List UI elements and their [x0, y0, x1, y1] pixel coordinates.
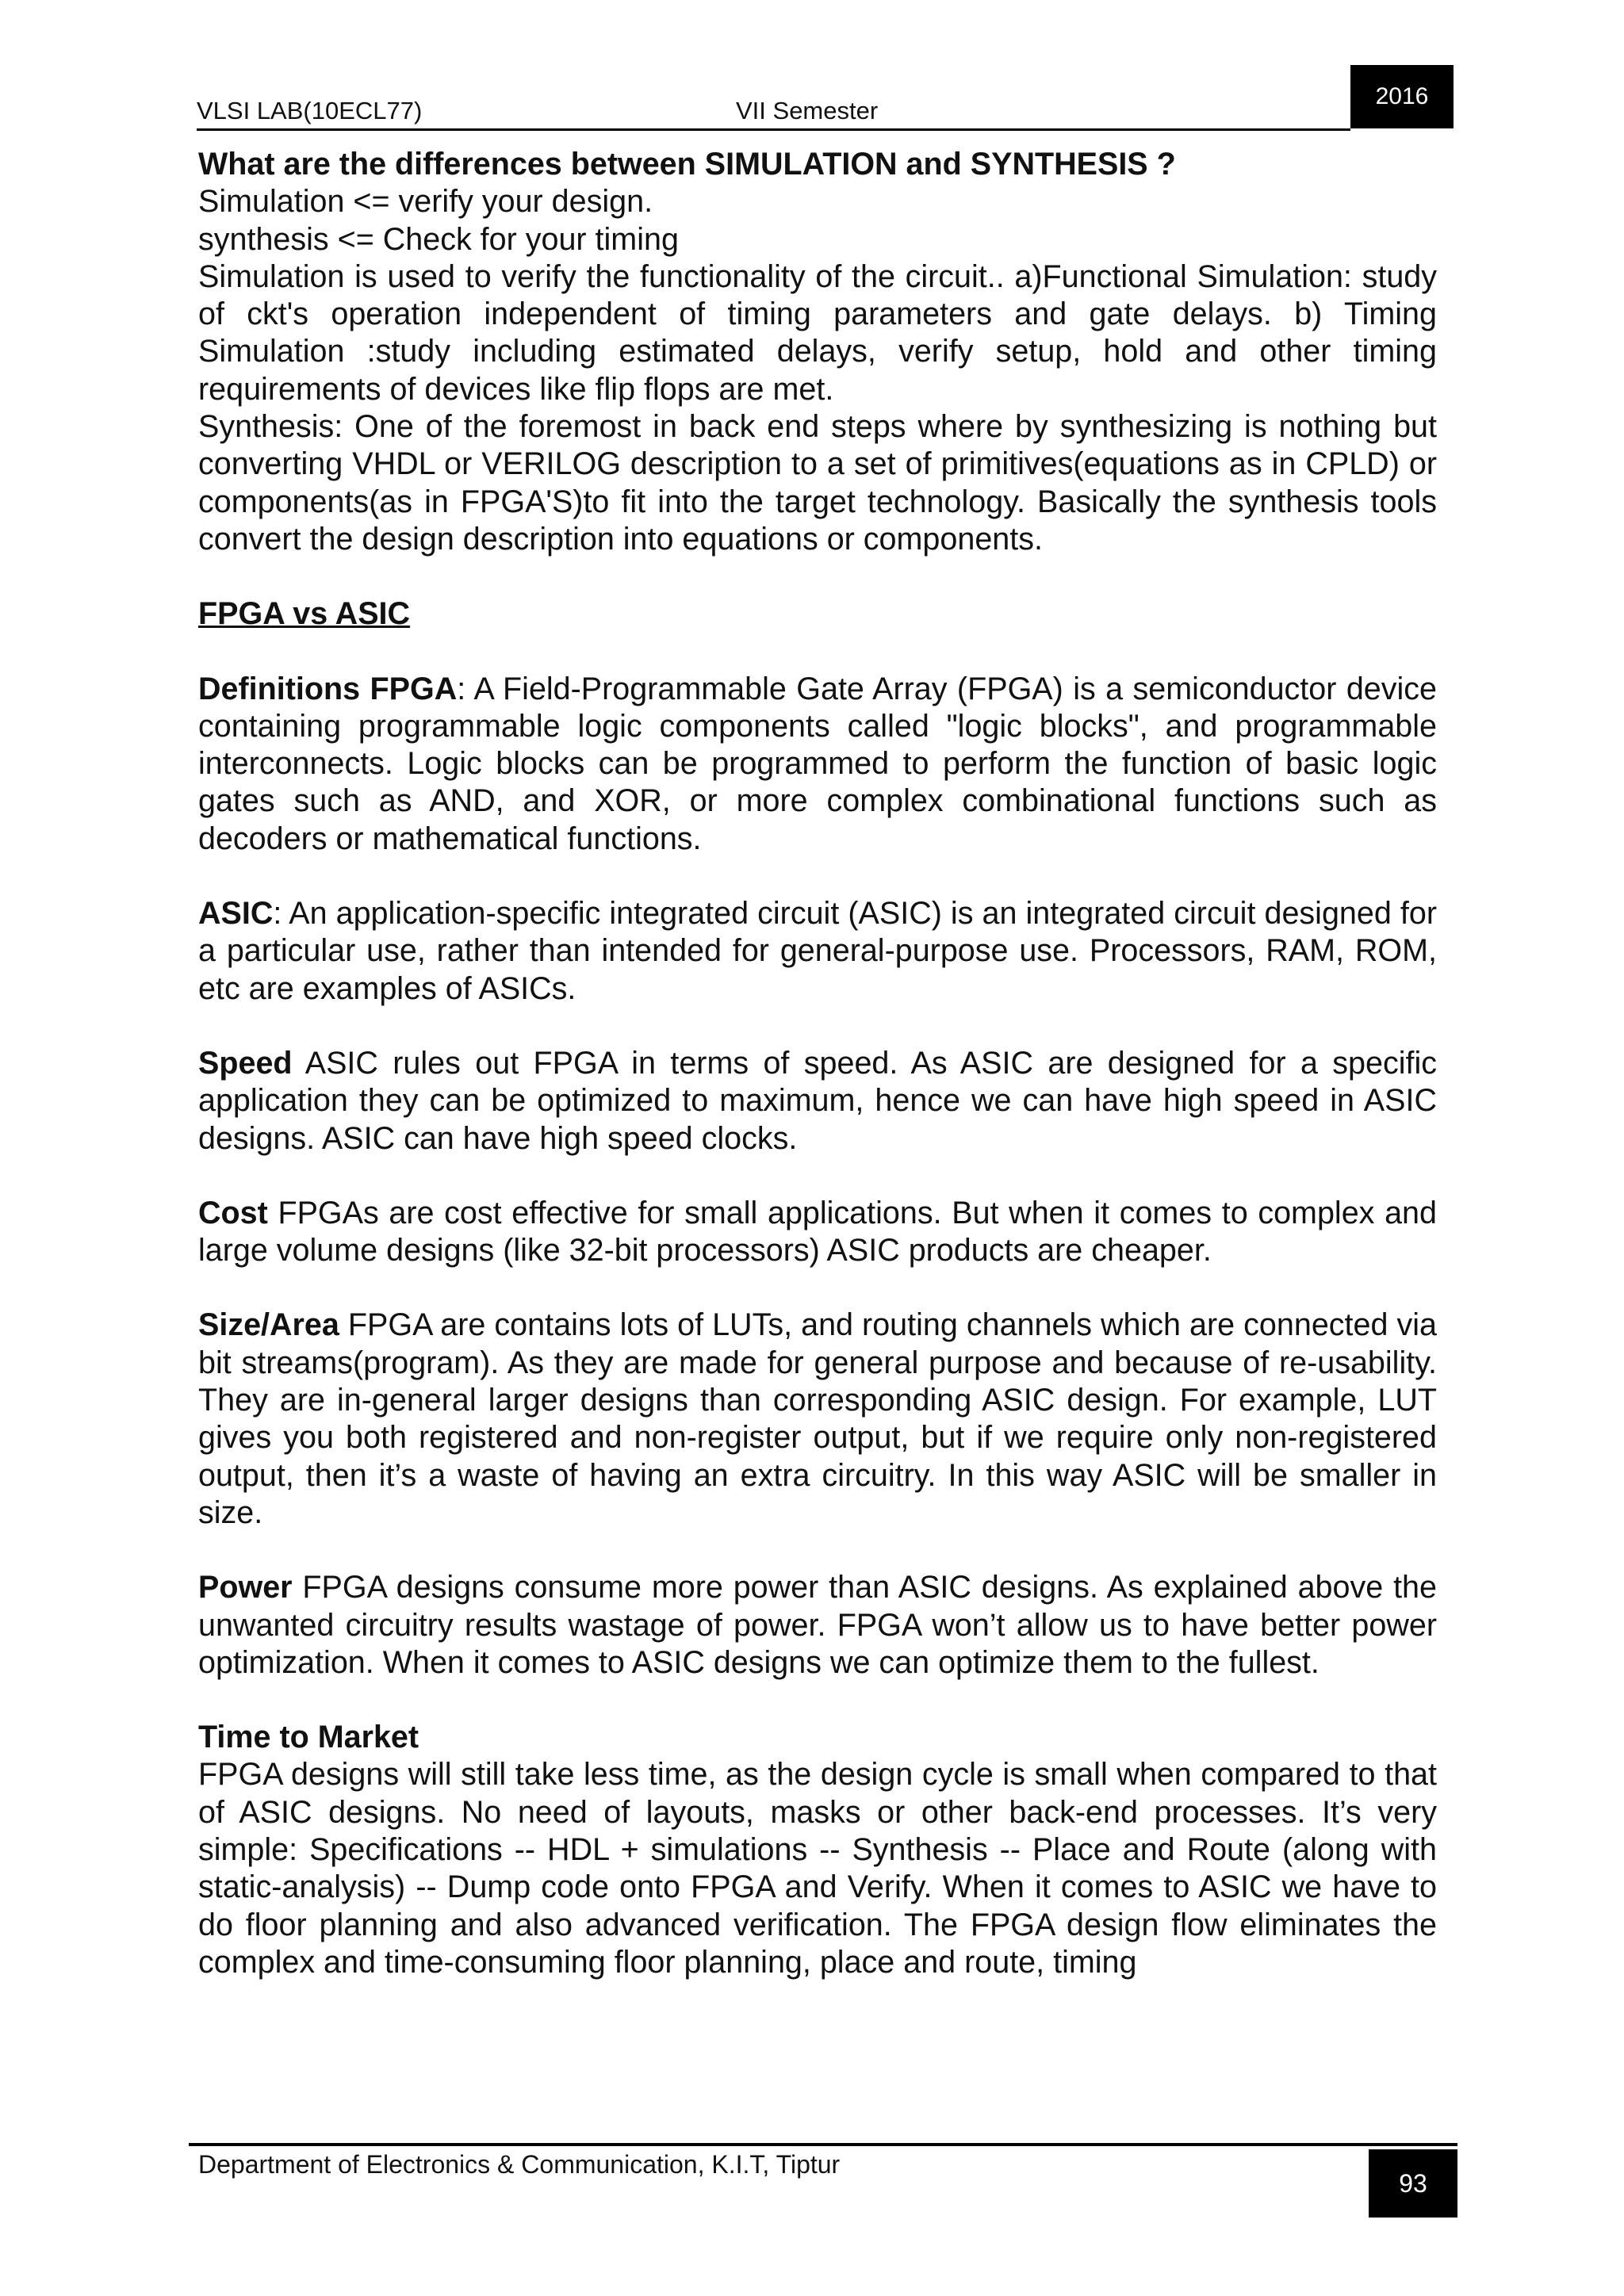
- cost-label: Cost: [198, 1195, 268, 1230]
- synthesis-paragraph: Synthesis: One of the foremost in back end steps where by synthesizing is nothing but converting VHDL or VERILOG description to a set of primitives(equations as in CPLD) or components(as in FPGA'S)to fit into the target technology. Basically the synthesis tools convert the design description into equations or components.: [198, 409, 1437, 557]
- question-heading: What are the differences between SIMULATION and SYNTHESIS ?: [198, 147, 1176, 182]
- definitions-text: : A Field-Programmable Gate Array (FPGA) is a semiconductor device containing programmable logic components called "logic blocks", and programmable interconnects. Logic blocks can be programmed to perform the function of basic logic gates such as AND, and XOR, or more complex combinational functions such as decoders or mathematical functions.: [198, 671, 1438, 856]
- definitions-label: Definitions FPGA: [198, 671, 458, 706]
- department-footer: Department of Electronics & Communication, K.I.T, Tiptur: [198, 2150, 841, 2179]
- time-to-market-heading: Time to Market: [198, 1720, 419, 1755]
- page-body: [198, 146, 1437, 1981]
- synthesis-line: synthesis <= Check for your timing: [198, 221, 679, 257]
- simulation-line: Simulation <= verify your design.: [198, 184, 653, 220]
- speed-paragraph: [198, 1045, 1437, 1158]
- page-number: 93: [1369, 2149, 1457, 2218]
- semester-label: VII Semester: [736, 97, 879, 124]
- speed-label: Speed: [198, 1045, 293, 1081]
- definitions-paragraph: [198, 671, 1437, 858]
- size-area-paragraph: [198, 1307, 1437, 1532]
- course-code: VLSI LAB(10ECL77): [197, 97, 423, 124]
- footer-divider: [189, 2143, 1457, 2146]
- asic-label: ASIC: [198, 896, 274, 932]
- asic-paragraph: [198, 895, 1437, 1008]
- year-badge: 2016: [1350, 65, 1454, 128]
- asic-text: : An application-specific integrated circuit (ASIC) is an integrated circuit designed for a particular use, rather than intended for general-purpose use. Processors, RAM, ROM, etc are examples of ASICs.: [198, 896, 1437, 1006]
- size-area-text: FPGA are contains lots of LUTs, and routing channels which are connected via bit streams(program). As they are made for general purpose and because of re-usability. They are in-general larger designs than corresponding ASIC design. For example, LUT gives you both registered and non-register output, but if we require only non-registered output, then it’s a waste of having an extra circuitry. In this way ASIC will be smaller in size.: [198, 1307, 1437, 1530]
- power-text: FPGA designs consume more power than ASIC designs. As explained above the unwanted circuitry results wastage of power. FPGA won’t allow us to have better power optimization. When it comes to ASIC designs we can optimize them to the fullest.: [198, 1570, 1437, 1680]
- speed-text: ASIC rules out FPGA in terms of speed. As ASIC are designed for a specific application they can be optimized to maximum, hence we can have high speed in ASIC designs. ASIC can have high speed clocks.: [198, 1045, 1437, 1156]
- section-title-fpga-vs-asic: FPGA vs ASIC: [198, 596, 411, 632]
- time-to-market-paragraph: FPGA designs will still take less time, as the design cycle is small when compared to that of ASIC designs. No need of layouts, masks or other back-end processes. It’s very simple: Specifications -- HDL + simulations -- Synthesis -- Place and Route (along with static-analysis) -- Dump code onto FPGA and Verify. When it comes to ASIC we have to do floor planning and also advanced verification. The FPGA design flow eliminates the complex and time-consuming floor planning, place and route, timing: [198, 1757, 1437, 1980]
- page-header: [197, 94, 1350, 131]
- power-paragraph: [198, 1569, 1437, 1682]
- simulation-paragraph: Simulation is used to verify the functionality of the circuit.. a)Functional Simulation: study of ckt's operation independent of timing parameters and gate delays. b) Timing Simulation :study including estimated delays, verify setup, hold and other timing requirements of devices like flip flops are met.: [198, 258, 1437, 407]
- cost-text: FPGAs are cost effective for small applications. But when it comes to complex and large volume designs (like 32-bit processors) ASIC products are cheaper.: [198, 1195, 1437, 1269]
- size-area-label: Size/Area: [198, 1307, 339, 1343]
- power-label: Power: [198, 1570, 293, 1605]
- cost-paragraph: [198, 1195, 1437, 1270]
